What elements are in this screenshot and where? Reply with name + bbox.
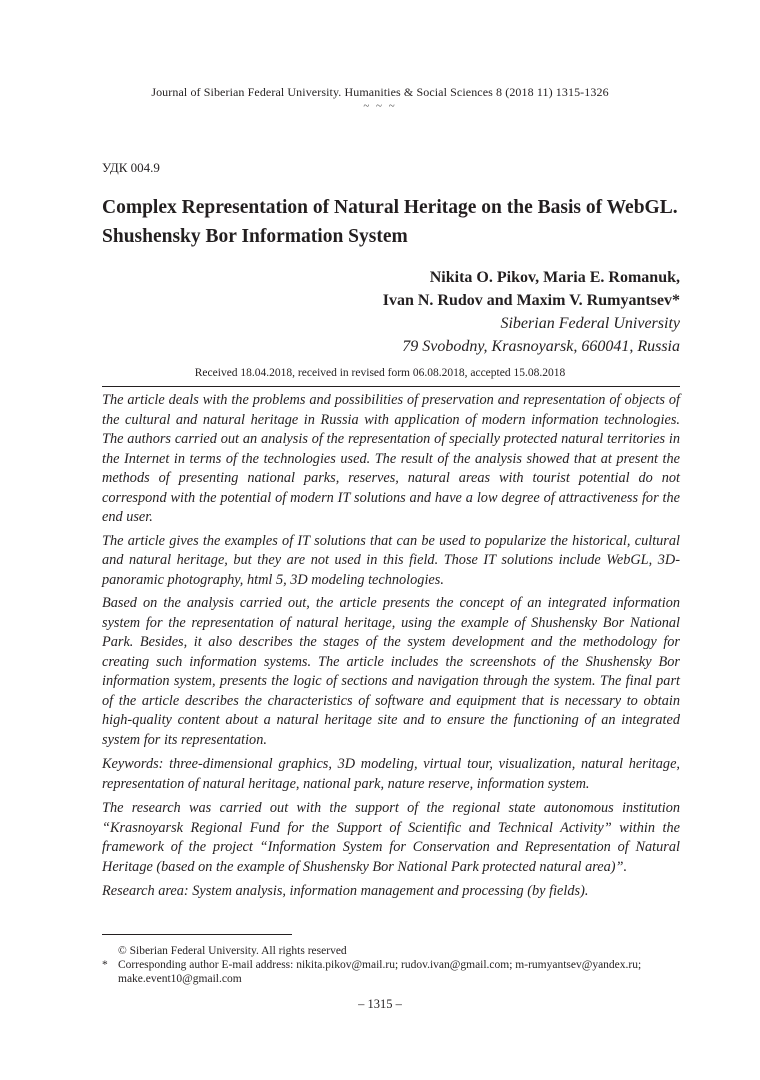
page-number: – 1315 –	[358, 997, 402, 1011]
abstract-top-rule	[102, 386, 680, 387]
journal-header: Journal of Siberian Federal University. Humanities & Social Sciences 8 (2018 11) 1315-1326	[151, 85, 609, 99]
address: 79 Svobodny, Krasnoyarsk, 660041, Russia	[402, 338, 680, 355]
title-line-1: Complex Representation of Natural Heritage on the Basis of WebGL.	[102, 197, 678, 218]
corresponding-author-text: Corresponding author E-mail address: nikita.pikov@mail.ru; rudov.ivan@gmail.com; m-rumyantsev@yandex.ru; make.event10@gmail.com	[118, 959, 642, 985]
abstract-paragraph-1: The article deals with the problems and possibilities of preservation and representation of objects of the cultural and natural heritage in Russia with application of modern information technologies. The authors carried out an analysis of the representation of specially protected natural territories in the Internet in terms of the technologies used. The result of the analysis showed that at present the methods of presenting national parks, reserves, natural areas with tourist potential do not correspond with the potential of modern IT solutions and have a low degree of attractiveness for the end user.	[102, 392, 680, 525]
funding-note: The research was carried out with the support of the regional state autonomous institution “Krasnoyarsk Regional Fund for the Support of Scientific and Technical Activity” within the framework of the project “Information System for Conservation and Representation of Natural Heritage (based on the example of Shushensky Bor National Park protected natural area)”.	[102, 800, 680, 875]
received-dates: Received 18.04.2018, received in revised form 06.08.2018, accepted 15.08.2018	[194, 367, 566, 379]
authors-line-2: Ivan N. Rudov and Maxim V. Rumyantsev*	[382, 292, 680, 309]
affiliation: Siberian Federal University	[500, 315, 680, 332]
abstract	[102, 391, 680, 906]
udk-code: УДК 004.9	[102, 160, 160, 175]
footnote-rule	[102, 934, 292, 935]
copyright-footnote: © Siberian Federal University. All rights reserved	[118, 945, 347, 957]
author-block	[180, 266, 680, 358]
footnote-star: *	[102, 959, 108, 971]
article-title	[102, 193, 692, 251]
abstract-paragraph-2: The article gives the examples of IT solutions that can be used to popularize the historical, cultural and natural heritage, but they are not used in this field. Those IT solutions include WebGL, 3D-panoramic photography, html 5, 3D modeling technologies.	[102, 532, 680, 588]
abstract-paragraph-3: Based on the analysis carried out, the article presents the concept of an integrated information system for the representation of natural heritage, using the example of Shushensky Bor National Park. Besides, it also describes the stages of the system development and the methodology for creating such information systems. The article includes the screenshots of the Shushensky Bor information system, presents the logic of sections and navigation through the system. The final part of the article describes the characteristics of software and equipment that is necessary to obtain high-quality content about a natural heritage site and to ensure the functioning of an integrated system for its representation.	[102, 595, 680, 748]
keywords: Keywords: three-dimensional graphics, 3D modeling, virtual tour, visualization, natural heritage, representation of natural heritage, national park, nature reserve, information system.	[102, 756, 680, 792]
research-area: Research area: System analysis, information management and processing (by fields).	[102, 883, 589, 899]
title-line-2: Shushensky Bor Information System	[102, 226, 408, 247]
header-ornament: ~ ~ ~	[363, 100, 397, 112]
authors-line-1: Nikita O. Pikov, Maria E. Romanuk,	[429, 269, 680, 286]
corresponding-author-footnote	[102, 958, 696, 986]
